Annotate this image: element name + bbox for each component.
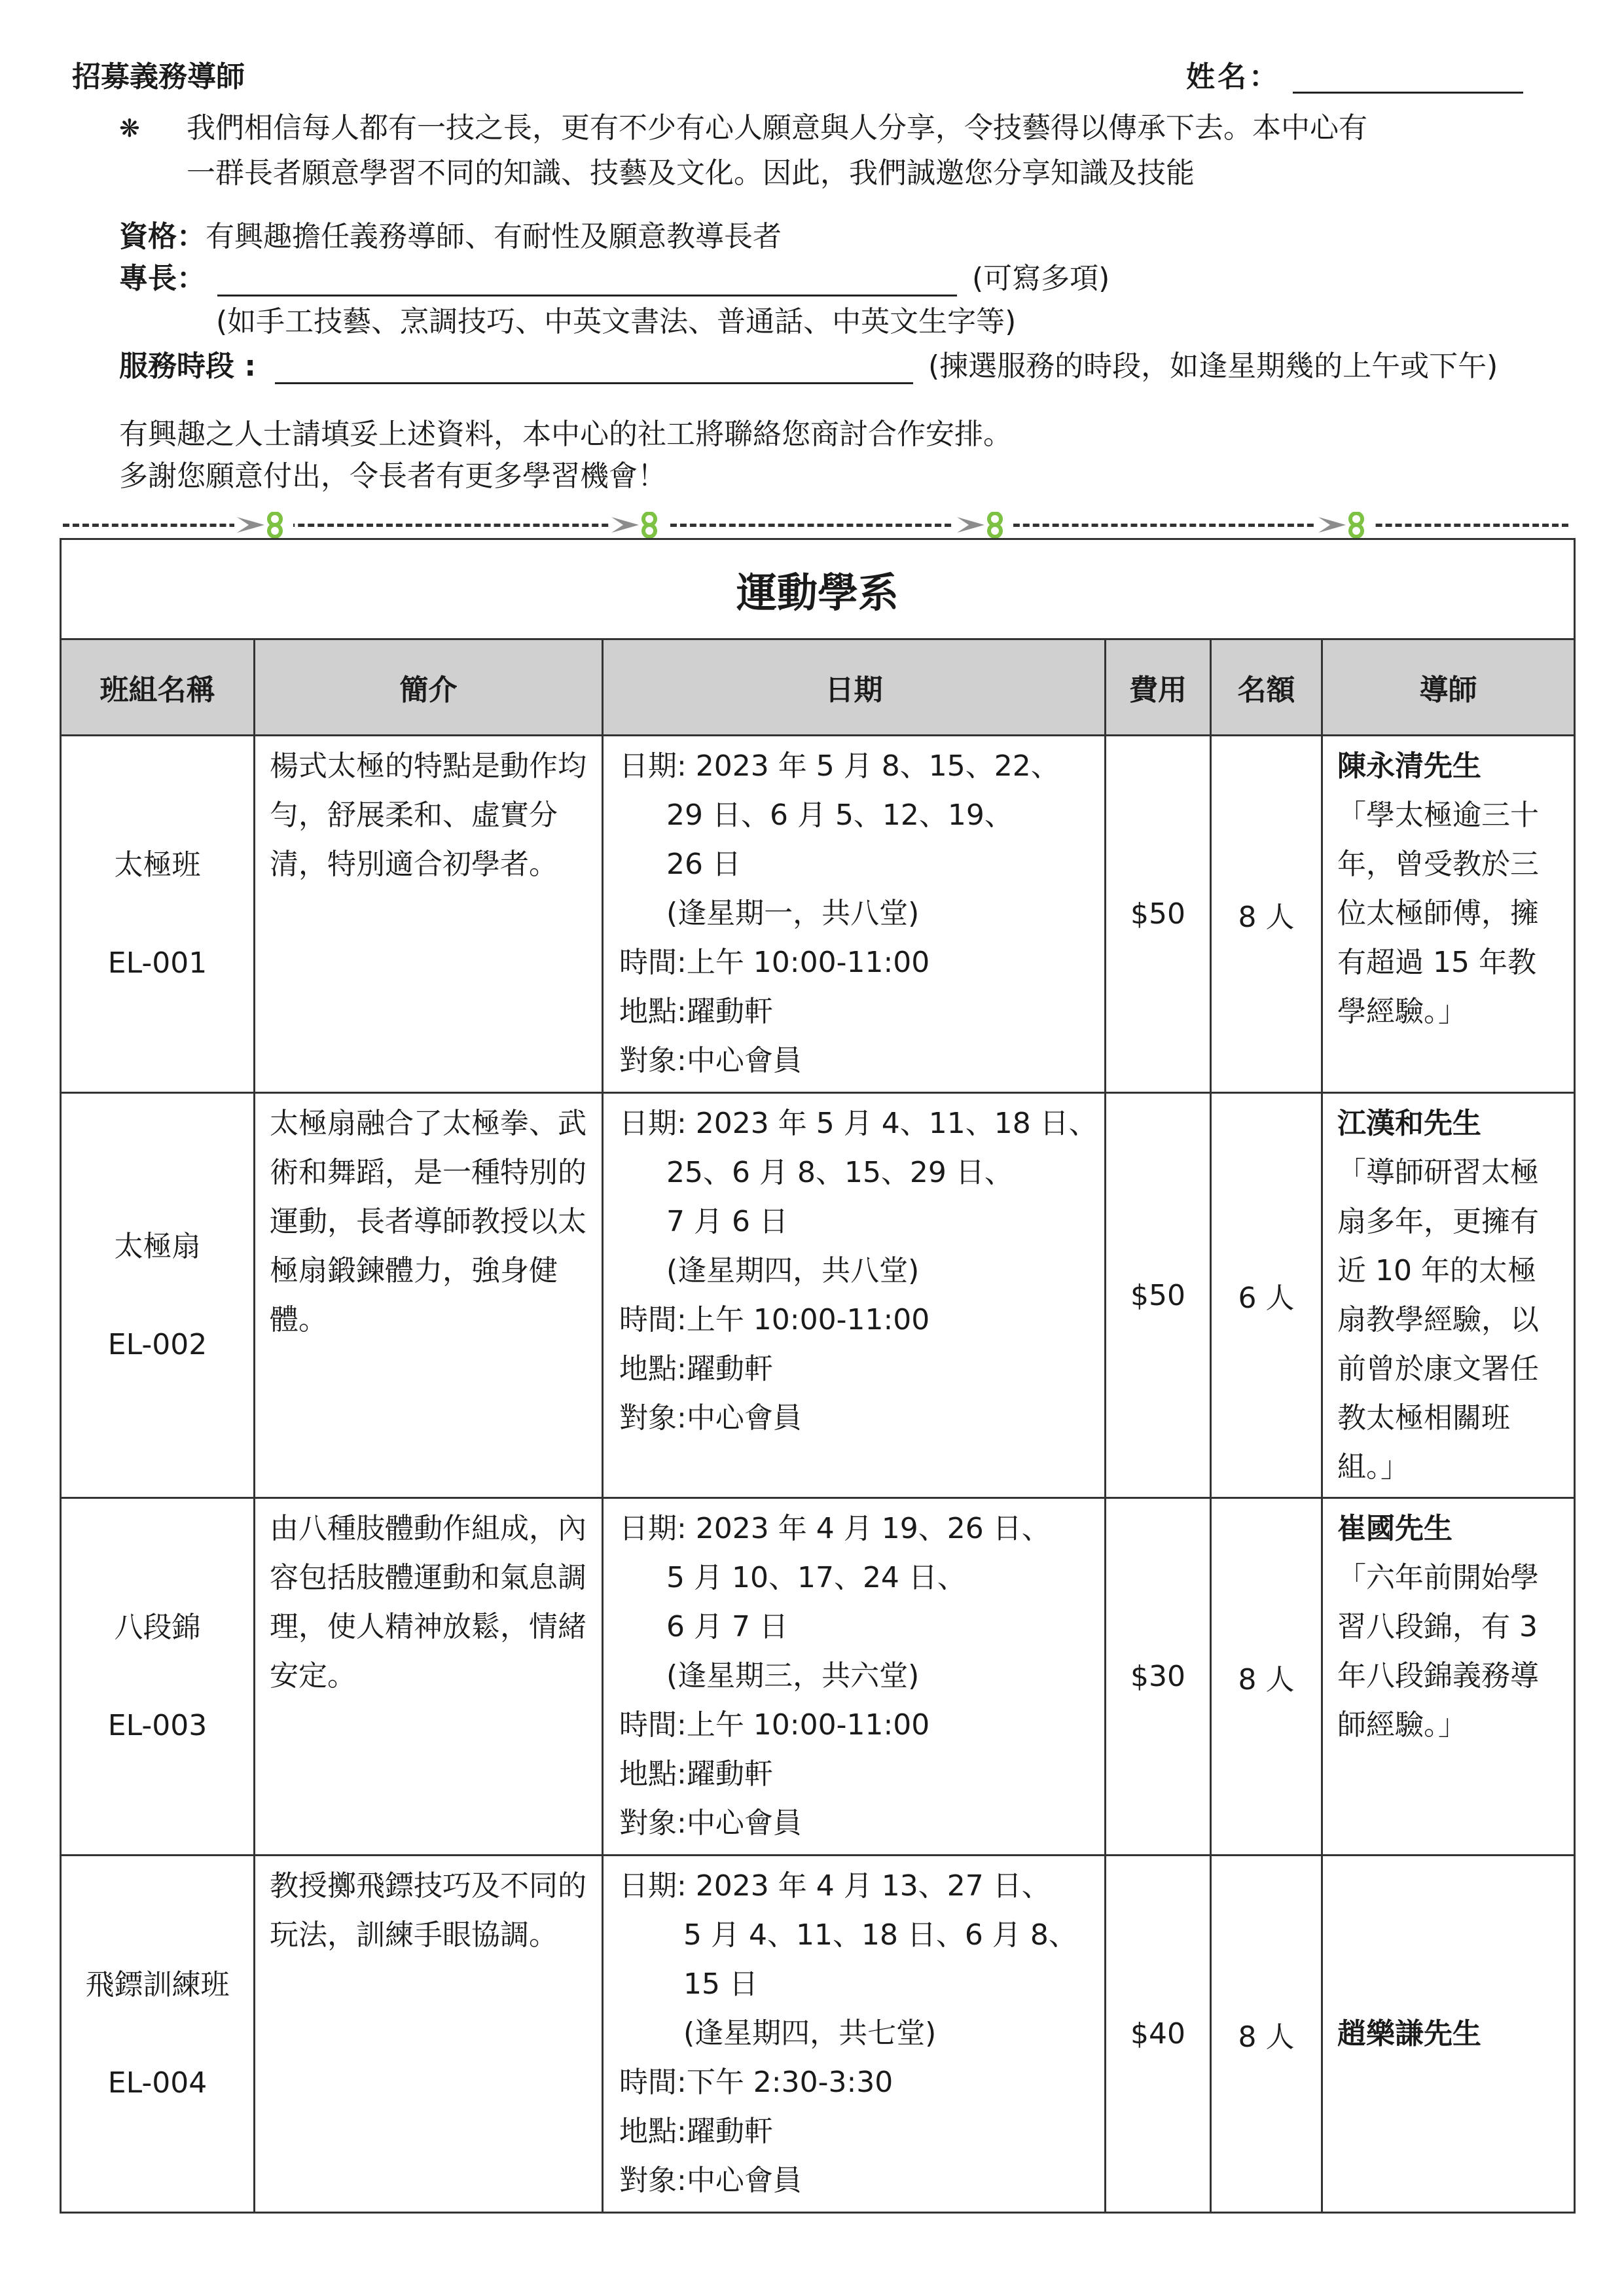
class-quota: 8 人 [1211,1856,1322,2213]
class-fee: $40 [1106,1856,1211,2213]
time-line: 時間:上午 10:00-11:00 [619,1708,930,1742]
intro-line-1: 我們相信每人都有一技之長，更有不少有心人願意與人分享，令技藝得以傳承下去。本中心有 [187,111,1367,145]
date-line: 日期: 2023 年 4 月 13、27 日、 [619,1869,1051,1903]
tutor-name: 崔國先生 [1337,1512,1453,1545]
name-field[interactable] [1293,92,1523,94]
specialty-field[interactable] [217,295,957,296]
service-label: 服務時段 : [119,350,256,383]
specialty-examples: (如手工技藝、烹調技巧、中英文書法、普通話、中英文生字等) [216,305,1017,338]
qualification-row [119,219,782,255]
place-line: 地點:躍動軒 [619,1757,773,1791]
table-title: 運動學系 [61,539,1575,639]
class-fee: $50 [1106,1093,1211,1498]
column-header: 名額 [1211,639,1322,736]
class-code: EL-003 [107,1709,208,1742]
target-line: 對象:中心會員 [619,1806,802,1840]
column-header: 簡介 [255,639,603,736]
time-line: 時間:上午 10:00-11:00 [619,946,930,979]
target-line: 對象:中心會員 [619,1044,802,1077]
class-fee: $30 [1106,1498,1211,1856]
table-header-row [61,639,1575,736]
date-line: 26 日 [666,848,741,881]
class-name: 太極班 [114,848,201,882]
class-schedule [603,736,1106,1093]
date-line: 6 月 7 日 [666,1610,788,1643]
date-line: 15 日 [683,1967,758,2001]
class-schedule [603,1093,1106,1498]
date-line: (逢星期四，共八堂) [666,1254,920,1287]
closing-line-2: 多謝您願意付出，令長者有更多學習機會！ [119,459,666,493]
qualification-text: 有興趣擔任義務導師、有耐性及願意教導長者 [206,220,782,253]
class-code: EL-004 [107,2066,208,2100]
column-header: 導師 [1322,639,1575,736]
date-line: 29 日、6 月 5、12、19、 [666,798,1013,832]
tutor-cell [1322,1498,1575,1856]
specialty-label: 專長： [119,262,206,295]
table-row [61,1856,1575,2213]
tutor-name: 陳永清先生 [1337,749,1481,783]
class-intro: 教授擲飛鏢技巧及不同的玩法，訓練手眼協調。 [255,1856,603,2213]
class-quota: 8 人 [1211,1498,1322,1856]
scissors-icon [234,512,293,538]
place-line: 地點:躍動軒 [619,2115,773,2148]
class-name-cell [61,736,255,1093]
tutor-name: 趙樂謙先生 [1337,2017,1481,2051]
place-line: 地點:躍動軒 [619,1352,773,1386]
table-row [61,1498,1575,1856]
tutor-name: 江漢和先生 [1337,1107,1481,1140]
asterisk-bullet-icon: ❋ [119,114,140,143]
class-schedule [603,1856,1106,2213]
column-header: 班組名稱 [61,639,255,736]
tutor-description: 「學太極逾三十年，曾受教於三位太極師傅，擁有超過 15 年教學經驗。」 [1337,798,1539,1028]
class-code: EL-001 [107,946,208,980]
class-name-cell [61,1498,255,1856]
tutor-cell [1322,1856,1575,2213]
class-intro: 太極扇融合了太極拳、武術和舞蹈，是一種特別的運動，長者導師教授以太極扇鍛鍊體力，強身健體。 [255,1093,603,1498]
class-intro: 楊式太極的特點是動作均勻，舒展柔和、虛實分清，特別適合初學者。 [255,736,603,1093]
date-line: 日期: 2023 年 5 月 8、15、22、 [619,749,1060,783]
closing-line-1: 有興趣之人士請填妥上述資料，本中心的社工將聯絡您商討合作安排。 [119,418,1012,451]
class-code: EL-002 [107,1327,208,1361]
time-line: 時間:下午 2:30-3:30 [619,2066,893,2099]
class-name-cell [61,1093,255,1498]
date-line: (逢星期三，共六堂) [666,1659,920,1693]
class-schedule [603,1498,1106,1856]
service-note: (揀選服務的時段，如逢星期幾的上午或下午) [928,350,1498,383]
place-line: 地點:躍動軒 [619,995,773,1028]
class-quota: 8 人 [1211,736,1322,1093]
date-line: 日期: 2023 年 4 月 19、26 日、 [619,1512,1051,1545]
class-name: 八段錦 [114,1611,201,1644]
date-line: 25、6 月 8、15、29 日、 [666,1156,1013,1189]
tutor-description: 「六年前開始學習八段錦，有 3 年八段錦義務導師經驗。」 [1337,1561,1539,1742]
service-field[interactable] [275,382,913,384]
name-label: 姓名： [1186,60,1280,94]
date-line: (逢星期四，共七堂) [683,2017,937,2050]
scissors-icon [609,512,668,538]
class-quota: 6 人 [1211,1093,1322,1498]
target-line: 對象:中心會員 [619,2164,802,2197]
scissors-icon [954,512,1013,538]
class-name: 太極扇 [114,1229,201,1263]
target-line: 對象:中心會員 [619,1401,802,1435]
tutor-description: 「導師研習太極扇多年，更擁有近 10 年的太極扇教學經驗，以前曾於康文署任教太極相關班組。」 [1337,1156,1539,1484]
date-line: 5 月 10、17、24 日、 [666,1561,966,1594]
column-header: 日期 [603,639,1106,736]
date-line: 日期: 2023 年 5 月 4、11、18 日、 [619,1107,1098,1140]
date-line: 7 月 6 日 [666,1205,788,1238]
date-line: 5 月 4、11、18 日、6 月 8、 [683,1918,1077,1952]
page-title: 招募義務導師 [72,60,245,94]
tutor-cell [1322,736,1575,1093]
scissors-icon [1316,512,1375,538]
course-table [60,538,1576,2214]
specialty-note: (可寫多項) [972,262,1110,295]
time-line: 時間:上午 10:00-11:00 [619,1303,930,1336]
class-intro: 由八種肢體動作組成，內容包括肢體運動和氣息調理，使人精神放鬆，情緒安定。 [255,1498,603,1856]
table-row [61,1093,1575,1498]
date-line: (逢星期一，共八堂) [666,897,920,930]
column-header: 費用 [1106,639,1211,736]
class-name-cell [61,1856,255,2213]
table-row [61,736,1575,1093]
class-name: 飛鏢訓練班 [85,1968,230,2001]
intro-line-2: 一群長者願意學習不同的知識、技藝及文化。因此，我們誠邀您分享知識及技能 [187,156,1195,190]
class-fee: $50 [1106,736,1211,1093]
qualification-label: 資格： [119,220,206,253]
tutor-cell [1322,1093,1575,1498]
cut-line [63,512,1568,538]
